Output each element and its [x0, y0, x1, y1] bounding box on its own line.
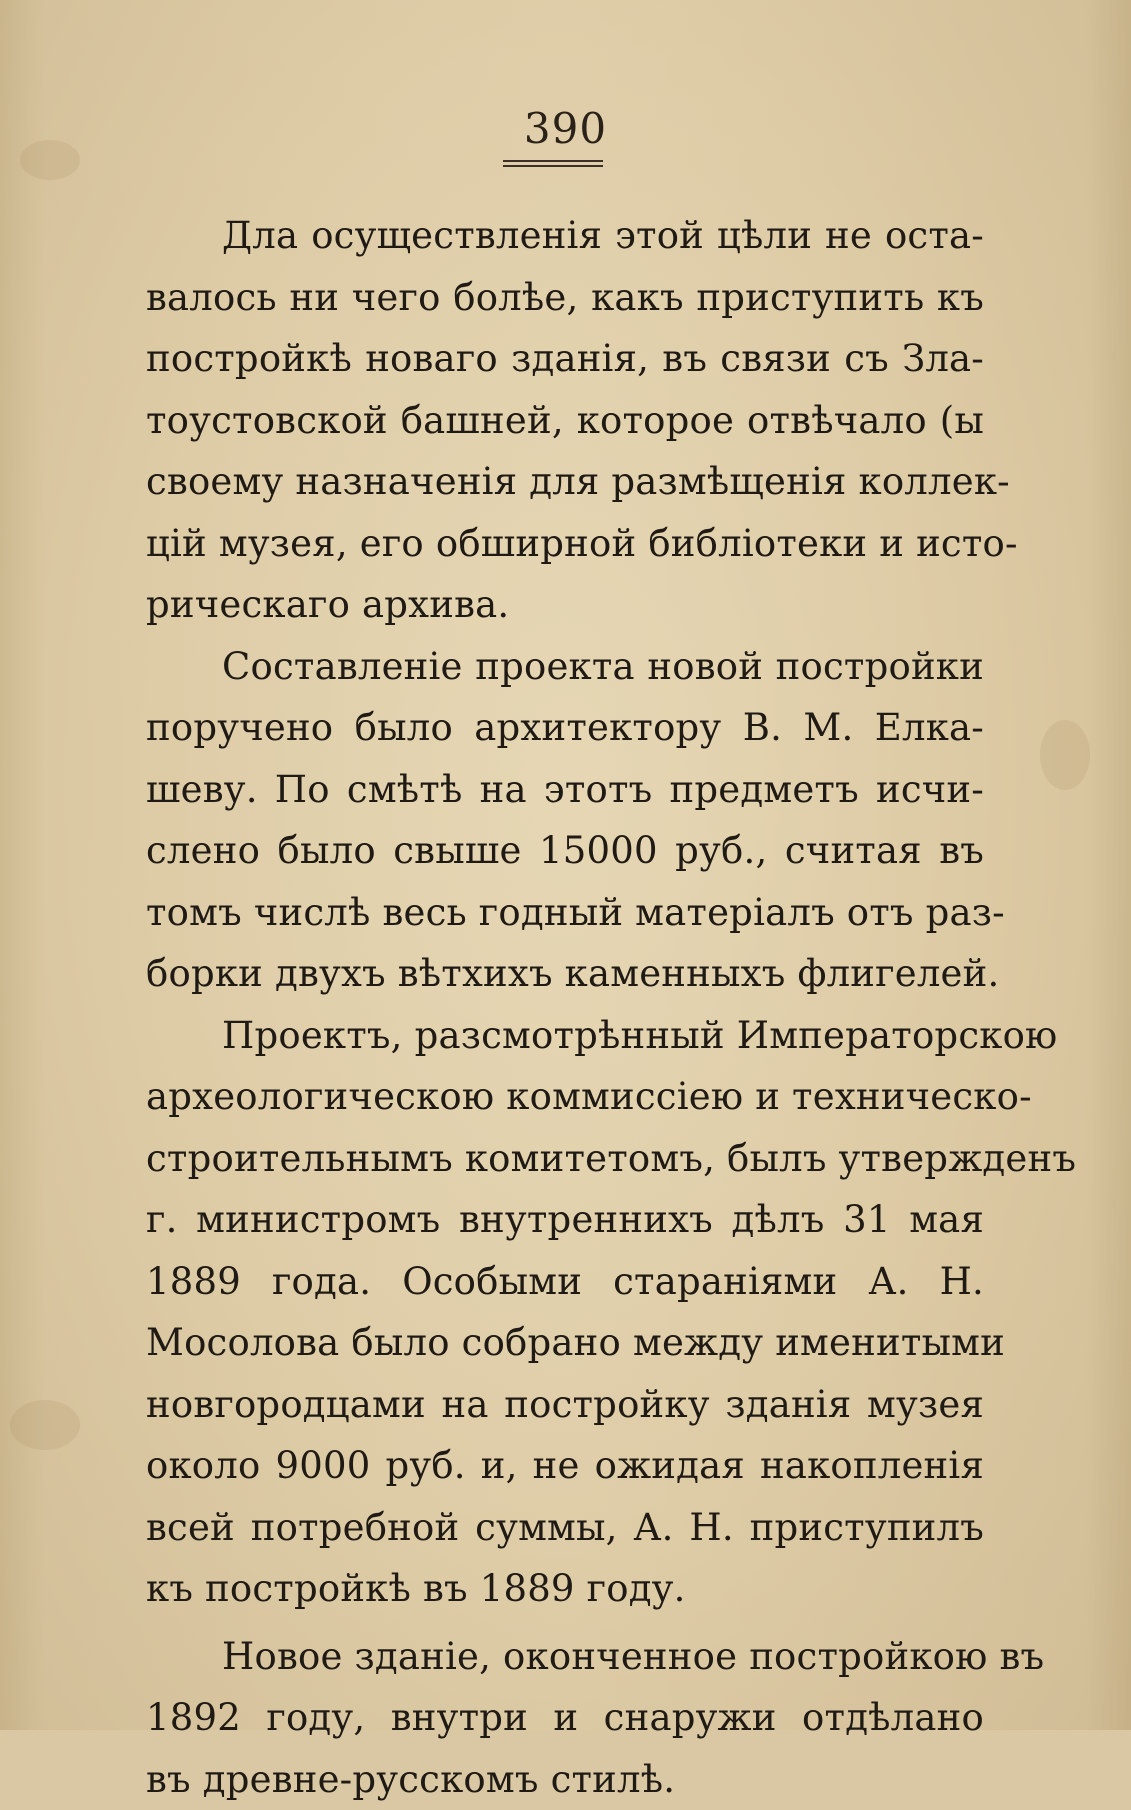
text-line: около 9000 руб. и, не ожидая накопленія: [146, 1435, 984, 1497]
text-line: къ постройкѣ въ 1889 году.: [146, 1558, 984, 1620]
text-line: Составленіе проекта новой постройки: [146, 636, 984, 698]
paragraph: [146, 205, 984, 636]
text-line: валось ни чего болѣе, какъ приступить къ: [146, 267, 984, 329]
text-line: поручено было архитектору В. М. Елка-: [146, 697, 984, 759]
text-line: г. министромъ внутреннихъ дѣлъ 31 мая: [146, 1189, 984, 1251]
text-line: слено было свыше 15000 руб., считая въ: [146, 820, 984, 882]
text-line: Проектъ, разсмотрѣнный Императорскою: [146, 1005, 984, 1067]
text-line: Мосолова было собрано между именитыми: [146, 1312, 984, 1374]
text-line: новгородцами на постройку зданія музея: [146, 1374, 984, 1436]
paragraph: [146, 1005, 984, 1620]
text-line: всей потребной суммы, А. Н. приступилъ: [146, 1497, 984, 1559]
paragraph: [146, 636, 984, 1005]
text-line: томъ числѣ весь годный матеріалъ отъ раз-: [146, 882, 984, 944]
page-body: [146, 205, 984, 1810]
text-line: Дла осуществленія этой цѣли не оста-: [146, 205, 984, 267]
page-number: 390: [524, 108, 607, 150]
text-line: въ древне-русскомъ стилѣ.: [146, 1749, 984, 1810]
text-line: шеву. По смѣтѣ на этотъ предметъ исчи-: [146, 759, 984, 821]
page-header: [0, 108, 1131, 150]
text-line: постройкѣ новаго зданія, въ связи съ Зла-: [146, 328, 984, 390]
text-line: археологическою коммиссіею и техническо-: [146, 1066, 984, 1128]
text-line: рическаго архива.: [146, 574, 984, 636]
text-line: тоустовской башней, которое отвѣчало (ы: [146, 390, 984, 452]
header-divider: [503, 160, 603, 167]
text-line: 1892 году, внутри и снаружи отдѣлано: [146, 1687, 984, 1749]
paper-stain: [1040, 720, 1090, 790]
text-line: Новое зданіе, оконченное постройкою въ: [146, 1626, 984, 1688]
text-line: цій музея, его обширной библіотеки и исто-: [146, 513, 984, 575]
text-line: своему назначенія для размѣщенія коллек-: [146, 451, 984, 513]
paragraph: [146, 1626, 984, 1810]
text-line: борки двухъ вѣтхихъ каменныхъ флигелей.: [146, 943, 984, 1005]
text-line: 1889 года. Особыми стараніями А. Н.: [146, 1251, 984, 1313]
text-line: строительнымъ комитетомъ, былъ утвержденъ: [146, 1128, 984, 1190]
paper-stain: [10, 1400, 80, 1450]
